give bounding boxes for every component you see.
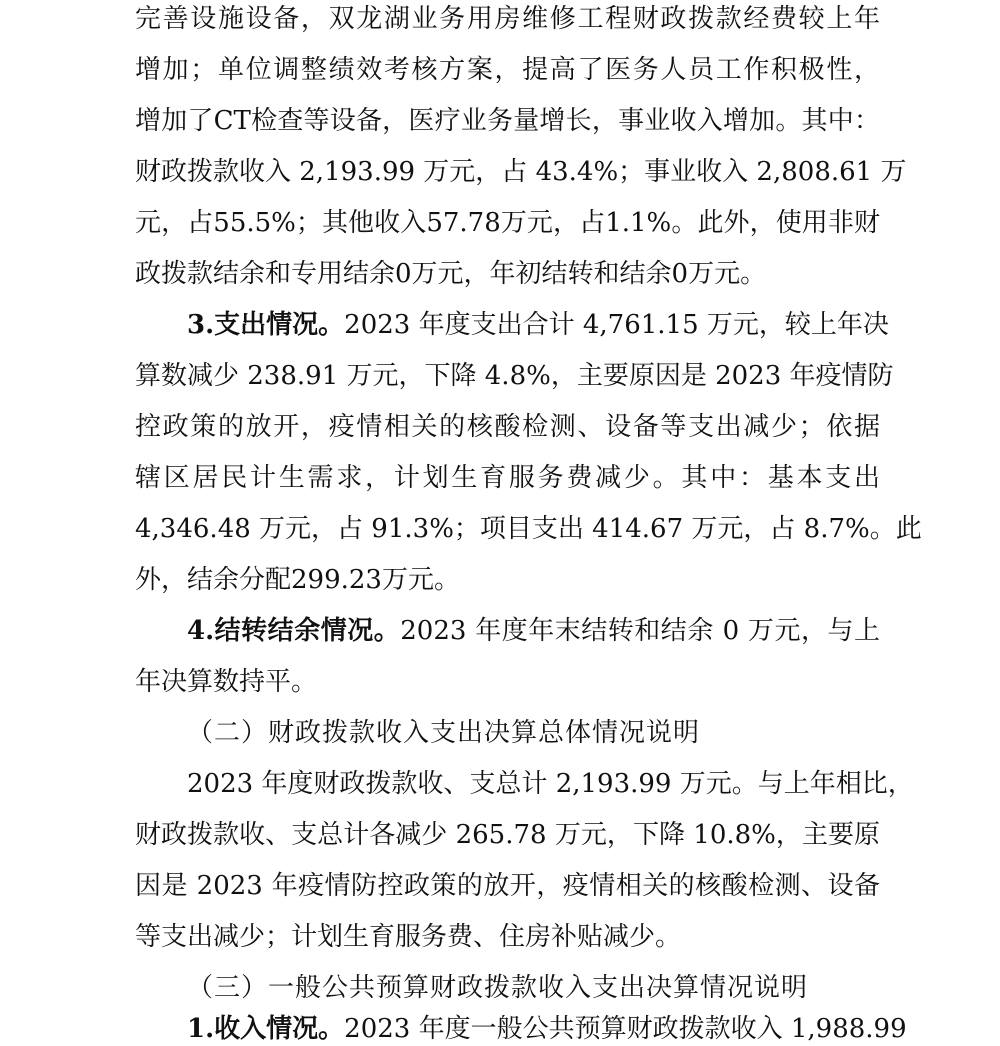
section-lead-bold: 3.支出情况。 — [187, 310, 345, 340]
section-heading: （二）财政拨款收入支出决算总体情况说明 — [187, 718, 701, 748]
section-expenditure-first-line — [135, 308, 889, 342]
body-text-line: 等支出减少；计划生育服务费、住房补贴减少。 — [135, 922, 682, 952]
body-text-line: 财政拨款收入 2,193.99 万元，占 43.4%；事业收入 2,808.61 万 — [135, 157, 907, 187]
body-text-span: 2023 年度一般公共预算财政拨款收入 1,988.99 — [344, 1014, 907, 1044]
body-text-line: 年决算数持平。 — [135, 667, 318, 697]
body-text-span: 2023 年度年末结转和结余 0 万元，与上 — [400, 616, 880, 646]
section-lead-bold: 1.收入情况。 — [187, 1014, 345, 1044]
body-text-line: 元，占55.5%；其他收入57.78万元，占1.1%。此外，使用非财 — [135, 208, 880, 238]
body-text-line: 2023 年度财政拨款收、支总计 2,193.99 万元。与上年相比， — [187, 769, 914, 799]
section-heading: （三）一般公共预算财政拨款收入支出决算情况说明 — [187, 973, 809, 1003]
body-text-line: 辖区居民计生需求，计划生育服务费减少。其中：基本支出 — [135, 463, 880, 493]
body-text-line: 算数减少 238.91 万元，下降 4.8%，主要原因是 2023 年疫情防 — [135, 361, 894, 391]
section-lead-bold: 4.结转结余情况。 — [187, 616, 401, 646]
body-text-line: 增加了CT检查等设备，医疗业务量增长，事业收入增加。其中： — [135, 106, 880, 136]
section-income-first-line — [135, 1012, 907, 1046]
body-text-line: 因是 2023 年疫情防控政策的放开，疫情相关的核酸检测、设备 — [135, 871, 880, 901]
body-text-line: 控政策的放开，疫情相关的核酸检测、设备等支出减少；依据 — [135, 412, 880, 442]
body-text-line: 外，结余分配299.23万元。 — [135, 565, 460, 595]
body-text-line: 增加；单位调整绩效考核方案，提高了医务人员工作积极性， — [135, 55, 880, 85]
body-text-line: 完善设施设备，双龙湖业务用房维修工程财政拨款经费较上年 — [135, 4, 880, 34]
body-text-line: 政拨款结余和专用结余0万元，年初结转和结余0万元。 — [135, 259, 767, 289]
body-text-line: 4,346.48 万元，占 91.3%；项目支出 414.67 万元，占 8.7%。此 — [135, 514, 922, 544]
body-text-span: 2023 年度支出合计 4,761.15 万元，较上年决 — [344, 310, 889, 340]
body-text-line: 财政拨款收、支总计各减少 265.78 万元，下降 10.8%，主要原 — [135, 820, 880, 850]
section-carryover-first-line — [135, 614, 880, 648]
